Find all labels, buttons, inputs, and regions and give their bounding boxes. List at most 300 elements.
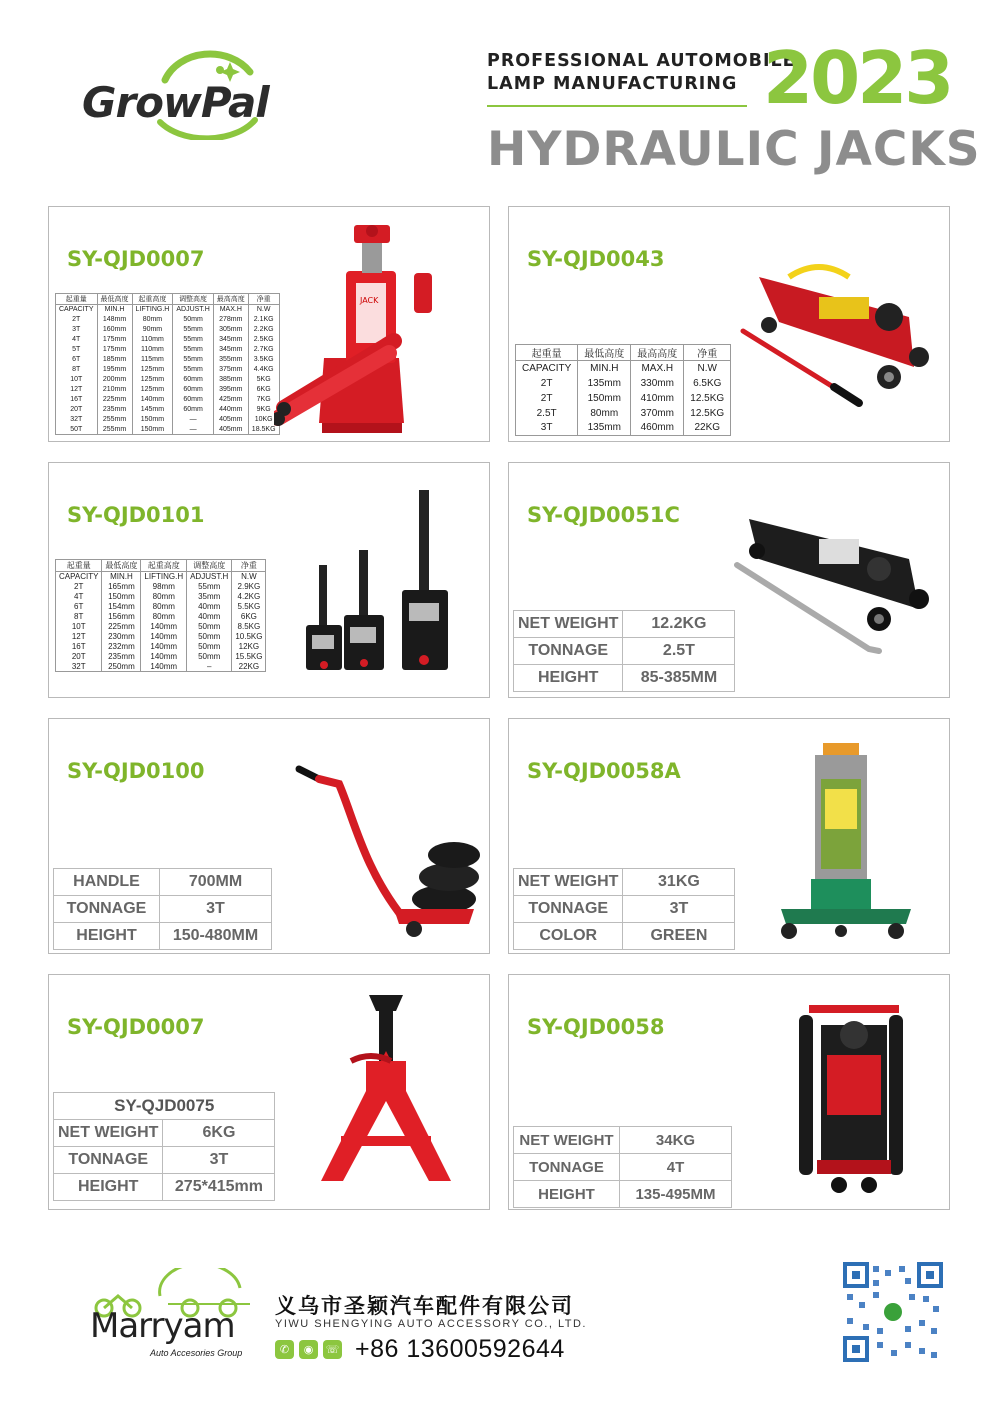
spec-table-header-en [56,305,280,315]
table-cell: 345mm [213,345,248,355]
spec-row [514,611,735,638]
table-cell: 10.5KG [232,632,266,642]
table-cell: 55mm [173,325,213,335]
table-cell: 50mm [187,622,232,632]
spec-label: NET WEIGHT [54,1120,163,1147]
table-cell: 55mm [173,345,213,355]
spec-table-body [54,1120,275,1201]
spec-table-body [54,869,272,950]
table-cell: 90mm [132,325,173,335]
spec-value: 34KG [620,1127,732,1154]
header-cell: ADJUST.H [173,305,213,315]
spec-table [55,559,266,672]
product-code: SY-QJD0051C [527,503,680,527]
table-cell: 3T [56,325,98,335]
table-cell: 60mm [173,405,213,415]
spec-table [53,868,272,950]
table-cell: 235mm [102,652,141,662]
table-cell: 225mm [97,395,132,405]
table-cell: 405mm [213,415,248,425]
table-cell: 12KG [232,642,266,652]
header-cell: 最低高度 [102,560,141,572]
table-cell: 16T [56,395,98,405]
tagline-line-1: PROFESSIONAL AUTOMOBILE [487,51,796,71]
table-cell: 22KG [232,662,266,672]
table-cell: 140mm [141,662,187,672]
jack-stand-image [311,991,461,1201]
table-cell: 185mm [97,355,132,365]
header-cell: 净重 [232,560,266,572]
table-cell: 210mm [97,385,132,395]
spec-label: TONNAGE [514,638,623,665]
spec-label: HEIGHT [54,923,160,950]
table-row [56,582,266,592]
table-row [56,425,280,435]
model-name: SY-QJD0075 [54,1093,275,1120]
table-row [56,415,280,425]
company-name-cn: 义乌市圣颖汽车配件有限公司 [275,1293,574,1318]
spec-row [514,1181,732,1208]
table-cell: 6KG [232,612,266,622]
header-cell: 最高高度 [213,294,248,305]
whatsapp-icon: ☏ [323,1340,342,1359]
table-cell: 12T [56,385,98,395]
table-cell: 330mm [631,376,684,391]
header-cell: MAX.H [213,305,248,315]
table-cell: 6T [56,602,102,612]
table-cell: 32T [56,415,98,425]
table-cell: 32T [56,662,102,672]
table-cell: 200mm [97,375,132,385]
table-cell: 80mm [132,315,173,325]
header-cell: N.W [232,572,266,582]
spec-label: COLOR [514,923,623,950]
table-row [516,421,731,436]
table-cell: 12.5KG [684,391,731,406]
table-cell: 10KG [248,415,279,425]
table-cell: 140mm [141,642,187,652]
spec-row [514,896,735,923]
spec-table-body [56,582,266,672]
table-cell: 232mm [102,642,141,652]
table-cell: 135mm [578,421,631,436]
table-cell: 10T [56,375,98,385]
marryam-logo [90,1268,270,1368]
table-cell: 2.7KG [248,345,279,355]
table-cell: 18.5KG [248,425,279,435]
spec-row [54,896,272,923]
table-cell: 2.9KG [232,582,266,592]
table-cell: 50mm [173,315,213,325]
company-name-en: YIWU SHENGYING AUTO ACCESSORY CO., LTD. [275,1318,587,1330]
product-card-qjd0043[interactable] [508,206,950,442]
table-cell: 12.5KG [684,406,731,421]
table-cell: 98mm [141,582,187,592]
footer-brand: Marryam [90,1306,235,1346]
spec-value: 31KG [623,869,735,896]
table-cell: 20T [56,652,102,662]
header-cell: 调整高度 [187,560,232,572]
telescopic-bottle-jacks-image [294,485,484,685]
table-row [56,365,280,375]
table-row [56,345,280,355]
spec-row [54,1120,275,1147]
spec-table [513,1126,732,1208]
table-cell: 80mm [141,602,187,612]
brand-name: GrowPal [82,78,269,127]
header-cell: LIFTING.H [132,305,173,315]
header-cell: ADJUST.H [187,572,232,582]
header-cell: CAPACITY [56,572,102,582]
table-cell: 55mm [173,335,213,345]
table-cell: — [173,425,213,435]
table-cell: 235mm [97,405,132,415]
table-cell: 460mm [631,421,684,436]
header-cell: 最低高度 [578,345,631,361]
table-cell: — [173,415,213,425]
header-cell: MIN.H [97,305,132,315]
header-cell: 起重量 [516,345,578,361]
header-cell: CAPACITY [56,305,98,315]
spec-value: 12.2KG [623,611,735,638]
table-cell: 225mm [102,622,141,632]
table-cell: 5.5KG [232,602,266,612]
spec-value: 135-495MM [620,1181,732,1208]
header-cell: 起重高度 [141,560,187,572]
table-cell: 3T [516,421,578,436]
table-row [56,652,266,662]
table-cell: 60mm [173,385,213,395]
table-cell: 4T [56,335,98,345]
header-cell: MAX.H [631,361,684,376]
table-row [56,385,280,395]
table-cell: 175mm [97,335,132,345]
phone-icon: ✆ [275,1340,294,1359]
header-cell: N.W [248,305,279,315]
table-cell: 230mm [102,632,141,642]
table-cell: 305mm [213,325,248,335]
table-cell: 2T [56,582,102,592]
table-row [56,662,266,672]
spec-value: 275*415mm [163,1174,275,1201]
phone-number[interactable]: +86 13600592644 [355,1335,565,1363]
table-row [56,375,280,385]
table-cell: 140mm [141,632,187,642]
product-code: SY-QJD0058A [527,759,681,783]
table-cell: 2.5T [516,406,578,421]
spec-label: HEIGHT [514,1181,620,1208]
table-cell: 175mm [97,345,132,355]
spec-label: TONNAGE [54,1147,163,1174]
spec-table-header-cn [516,345,731,361]
table-cell: 140mm [132,395,173,405]
table-cell: 5KG [248,375,279,385]
table-cell: 2.5KG [248,335,279,345]
table-row [56,592,266,602]
spec-table-header-cn [56,560,266,572]
spec-label: NET WEIGHT [514,1127,620,1154]
product-code: SY-QJD0100 [67,759,205,783]
table-cell: 156mm [102,612,141,622]
tagline-divider [487,105,747,107]
table-row [56,602,266,612]
spec-row [54,1174,275,1201]
table-row [56,335,280,345]
table-cell: 3.5KG [248,355,279,365]
spec-label: NET WEIGHT [514,869,623,896]
table-cell: 355mm [213,355,248,365]
table-cell: 150mm [132,415,173,425]
product-card-qjd0058[interactable] [508,974,950,1210]
spec-table-body [56,315,280,435]
table-cell: 50mm [187,642,232,652]
footer-brand-sub: Auto Accesories Group [150,1348,243,1358]
model-row [54,1093,275,1120]
table-cell: 345mm [213,335,248,345]
table-cell: 80mm [141,612,187,622]
wechat-icon: ◉ [299,1340,318,1359]
product-code: SY-QJD0101 [67,503,205,527]
growpal-logo [80,50,310,140]
table-cell: 12T [56,632,102,642]
product-card-qjd0101[interactable] [48,462,490,698]
table-cell: 8T [56,365,98,375]
table-cell: 150mm [132,425,173,435]
table-cell: 8T [56,612,102,622]
header-cell: MIN.H [578,361,631,376]
spec-row [54,923,272,950]
header-cell: 净重 [248,294,279,305]
spec-table-body [514,611,735,692]
table-cell: 150mm [578,391,631,406]
product-card-qjd0100[interactable] [48,718,490,954]
header-cell: 最高高度 [631,345,684,361]
table-cell: 2.1KG [248,315,279,325]
table-row [56,642,266,652]
spec-table-header-cn [56,294,280,305]
spec-row [54,869,272,896]
spec-label: TONNAGE [514,1154,620,1181]
table-cell: 55mm [173,365,213,375]
table-cell: 145mm [132,405,173,415]
spec-value: 3T [623,896,735,923]
table-cell: 80mm [578,406,631,421]
table-cell: 2.2KG [248,325,279,335]
header-cell: 净重 [684,345,731,361]
table-cell: 148mm [97,315,132,325]
table-cell: 35mm [187,592,232,602]
table-cell: 40mm [187,602,232,612]
table-cell: 4.2KG [232,592,266,602]
header-cell: 起重高度 [132,294,173,305]
header-cell: 起重量 [56,294,98,305]
table-cell: 395mm [213,385,248,395]
spec-label: HANDLE [54,869,160,896]
table-cell: 2T [56,315,98,325]
table-cell: 15.5KG [232,652,266,662]
table-cell: 55mm [187,582,232,592]
spec-label: TONNAGE [54,896,160,923]
spec-table-header-en [516,361,731,376]
svg-text:JACK: JACK [360,296,379,305]
table-cell: 55mm [173,355,213,365]
table-cell: 6KG [248,385,279,395]
spec-row [514,869,735,896]
table-cell: 60mm [173,375,213,385]
spec-table-body [516,376,731,436]
table-cell: 410mm [631,391,684,406]
spec-table-header-en [56,572,266,582]
tagline-line-2: LAMP MANUFACTURING [487,74,738,94]
table-cell: 4.4KG [248,365,279,375]
spec-value: 700MM [160,869,272,896]
table-row [516,376,731,391]
table-row [56,612,266,622]
spec-value: 85-385MM [623,665,735,692]
table-row [516,406,731,421]
page-title: HYDRAULIC JACKS [487,122,981,177]
catalog-year: 2023 [763,36,952,120]
header-cell: 起重量 [56,560,102,572]
table-row [56,622,266,632]
table-cell: 385mm [213,375,248,385]
trolley-jack-red-image [739,247,944,417]
table-cell: 110mm [132,345,173,355]
table-row [56,325,280,335]
spec-row [514,665,735,692]
table-cell: 140mm [141,622,187,632]
header-cell: 调整高度 [173,294,213,305]
spec-table [55,293,280,435]
contact-icons [275,1340,342,1359]
table-cell: 140mm [141,652,187,662]
spec-table [515,344,731,436]
spec-value: 2.5T [623,638,735,665]
spec-label: NET WEIGHT [514,611,623,638]
table-cell: 10T [56,622,102,632]
table-cell: 115mm [132,355,173,365]
table-cell: 50mm [187,632,232,642]
table-cell: 195mm [97,365,132,375]
header-cell: N.W [684,361,731,376]
spec-label: HEIGHT [54,1174,163,1201]
spec-value: 150-480MM [160,923,272,950]
floor-jack-green-image [771,739,921,949]
table-cell: 2T [516,376,578,391]
table-cell: 125mm [132,365,173,375]
table-cell: 2T [516,391,578,406]
spec-table-body [514,1127,732,1208]
table-cell: 160mm [97,325,132,335]
spec-label: TONNAGE [514,896,623,923]
table-cell: 405mm [213,425,248,435]
product-card-qjd0051c[interactable] [508,462,950,698]
header-cell: 最低高度 [97,294,132,305]
product-code: SY-QJD0007 [67,1015,205,1039]
table-cell: 6.5KG [684,376,731,391]
spec-value: 3T [163,1147,275,1174]
table-cell: 50mm [187,652,232,662]
table-cell: 50T [56,425,98,435]
header-cell: LIFTING.H [141,572,187,582]
table-cell: 20T [56,405,98,415]
table-cell: 255mm [97,425,132,435]
table-cell: 150mm [102,592,141,602]
air-bag-jack-image [284,759,484,949]
product-code: SY-QJD0007 [67,247,205,271]
table-row [56,405,280,415]
table-cell: 110mm [132,335,173,345]
spec-table [513,610,735,692]
table-row [56,355,280,365]
table-cell: – [187,662,232,672]
table-cell: 8.5KG [232,622,266,632]
table-cell: 4T [56,592,102,602]
spec-row [514,923,735,950]
floor-jack-red-tall-image [789,995,919,1200]
table-cell: 425mm [213,395,248,405]
table-cell: 6T [56,355,98,365]
product-card-qjd0058a[interactable] [508,718,950,954]
spec-row [514,638,735,665]
spec-value: 4T [620,1154,732,1181]
table-cell: 125mm [132,375,173,385]
header-cell: CAPACITY [516,361,578,376]
spec-table [53,1092,275,1201]
spec-label: HEIGHT [514,665,623,692]
tagline [487,50,796,96]
product-card-qjd0007-bottle[interactable] [48,206,490,442]
spec-row [514,1127,732,1154]
table-cell: 440mm [213,405,248,415]
table-cell: 40mm [187,612,232,622]
product-code: SY-QJD0058 [527,1015,665,1039]
spec-row [514,1154,732,1181]
table-cell: 278mm [213,315,248,325]
product-card-qjd0075[interactable] [48,974,490,1210]
spec-value: 6KG [163,1120,275,1147]
trolley-jack-black-image [729,499,944,669]
table-cell: 154mm [102,602,141,612]
table-cell: 22KG [684,421,731,436]
wechat-qr-code [843,1262,943,1362]
table-cell: 375mm [213,365,248,375]
table-cell: 250mm [102,662,141,672]
table-cell: 9KG [248,405,279,415]
spec-table [513,868,735,950]
table-cell: 7KG [248,395,279,405]
product-code: SY-QJD0043 [527,247,665,271]
table-row [56,632,266,642]
table-row [56,395,280,405]
table-cell: 80mm [141,592,187,602]
bottle-jack-image [274,213,479,439]
spec-value: 3T [160,896,272,923]
table-cell: 60mm [173,395,213,405]
table-cell: 5T [56,345,98,355]
header-cell: MIN.H [102,572,141,582]
table-cell: 125mm [132,385,173,395]
spec-table-body [514,869,735,950]
spec-row [54,1147,275,1174]
spec-value: GREEN [623,923,735,950]
table-cell: 255mm [97,415,132,425]
table-cell: 135mm [578,376,631,391]
table-cell: 165mm [102,582,141,592]
table-row [516,391,731,406]
table-cell: 16T [56,642,102,652]
table-row [56,315,280,325]
